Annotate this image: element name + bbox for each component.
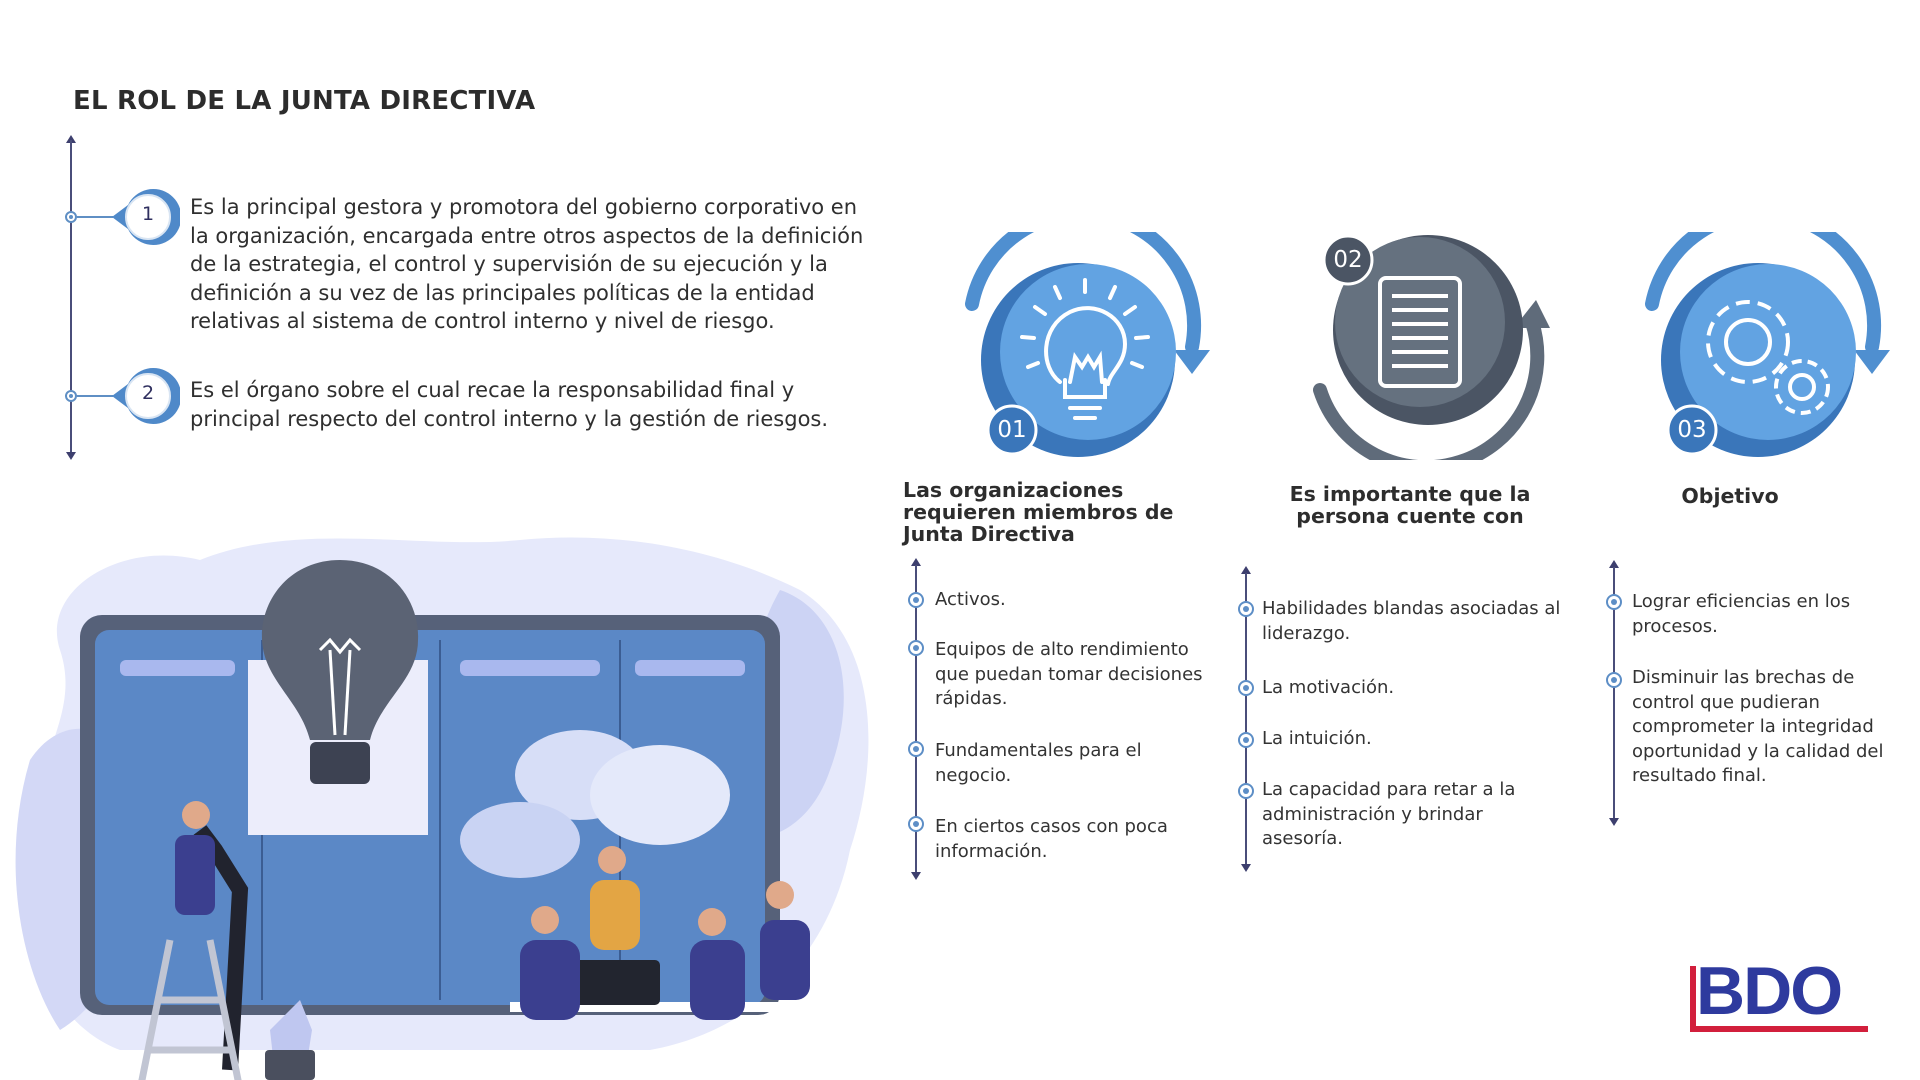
list-node: [1238, 680, 1254, 696]
list-arrow-down-icon: [911, 872, 921, 880]
number-badge-1-label: 1: [141, 203, 155, 225]
list-item: Disminuir las brechas de control que pudieran comprometer la integridad oportunidad y la calidad del resultado final.: [1632, 667, 1884, 786]
list-item: Fundamentales para el negocio.: [935, 740, 1142, 786]
column-number-2: 02: [1333, 247, 1363, 273]
team-brainstorm-illustration: [0, 530, 900, 1080]
number-badge-2-label: 2: [141, 382, 155, 404]
column-number-3: 03: [1677, 417, 1707, 443]
list-node: [1606, 594, 1622, 610]
timeline-node: [65, 211, 77, 223]
list-item: Equipos de alto rendimiento que puedan tomar decisiones rápidas.: [935, 639, 1203, 709]
list-timeline-2: [1245, 573, 1247, 868]
list-arrow-down-icon: [1609, 818, 1619, 826]
timeline-node: [65, 390, 77, 402]
column-title-2: Es importante que la persona cuente con: [1289, 482, 1531, 528]
list-item: En ciertos casos con poca información.: [935, 816, 1168, 862]
list-arrow-down-icon: [1241, 864, 1251, 872]
list-node: [1238, 601, 1254, 617]
list-node: [1238, 732, 1254, 748]
column-title-3: Objetivo: [1681, 484, 1779, 508]
list-node: [908, 640, 924, 656]
timeline-arrow-down-icon: [66, 452, 76, 460]
list-item: Habilidades blandas asociadas al liderazgo.: [1262, 598, 1561, 644]
list-node: [1238, 783, 1254, 799]
list-node: [908, 816, 924, 832]
list-node: [1606, 672, 1622, 688]
bdo-logo: [1690, 953, 1870, 1032]
list-item: La motivación.: [1262, 677, 1395, 698]
column-number-1: 01: [997, 417, 1027, 443]
left-item-text-2: Es el órgano sobre el cual recae la responsabilidad final y principal respecto del control interno y la gestión de riesgos.: [190, 378, 829, 431]
list-node: [908, 592, 924, 608]
list-item: La capacidad para retar a la administración y brindar asesoría.: [1262, 779, 1516, 849]
list-item: Activos.: [935, 589, 1006, 610]
list-item: La intuición.: [1262, 728, 1372, 749]
list-node: [908, 741, 924, 757]
logo-text: BDO: [1696, 953, 1842, 1029]
left-item-text-1: Es la principal gestora y promotora del gobierno corporativo en la organización, encargada entre otros aspectos de la definición de la estrategia, el control y supervisión de su ejecución y la definición a su vez de las principales políticas de la entidad relativas al sistema de control interno y nivel de riesgo.: [190, 195, 864, 333]
left-timeline: [70, 140, 72, 455]
column-title-1: Las organizaciones requieren miembros de Junta Directiva: [903, 478, 1174, 546]
list-item: Lograr eficiencias en los procesos.: [1632, 591, 1851, 637]
page-title: EL ROL DE LA JUNTA DIRECTIVA: [73, 86, 536, 116]
